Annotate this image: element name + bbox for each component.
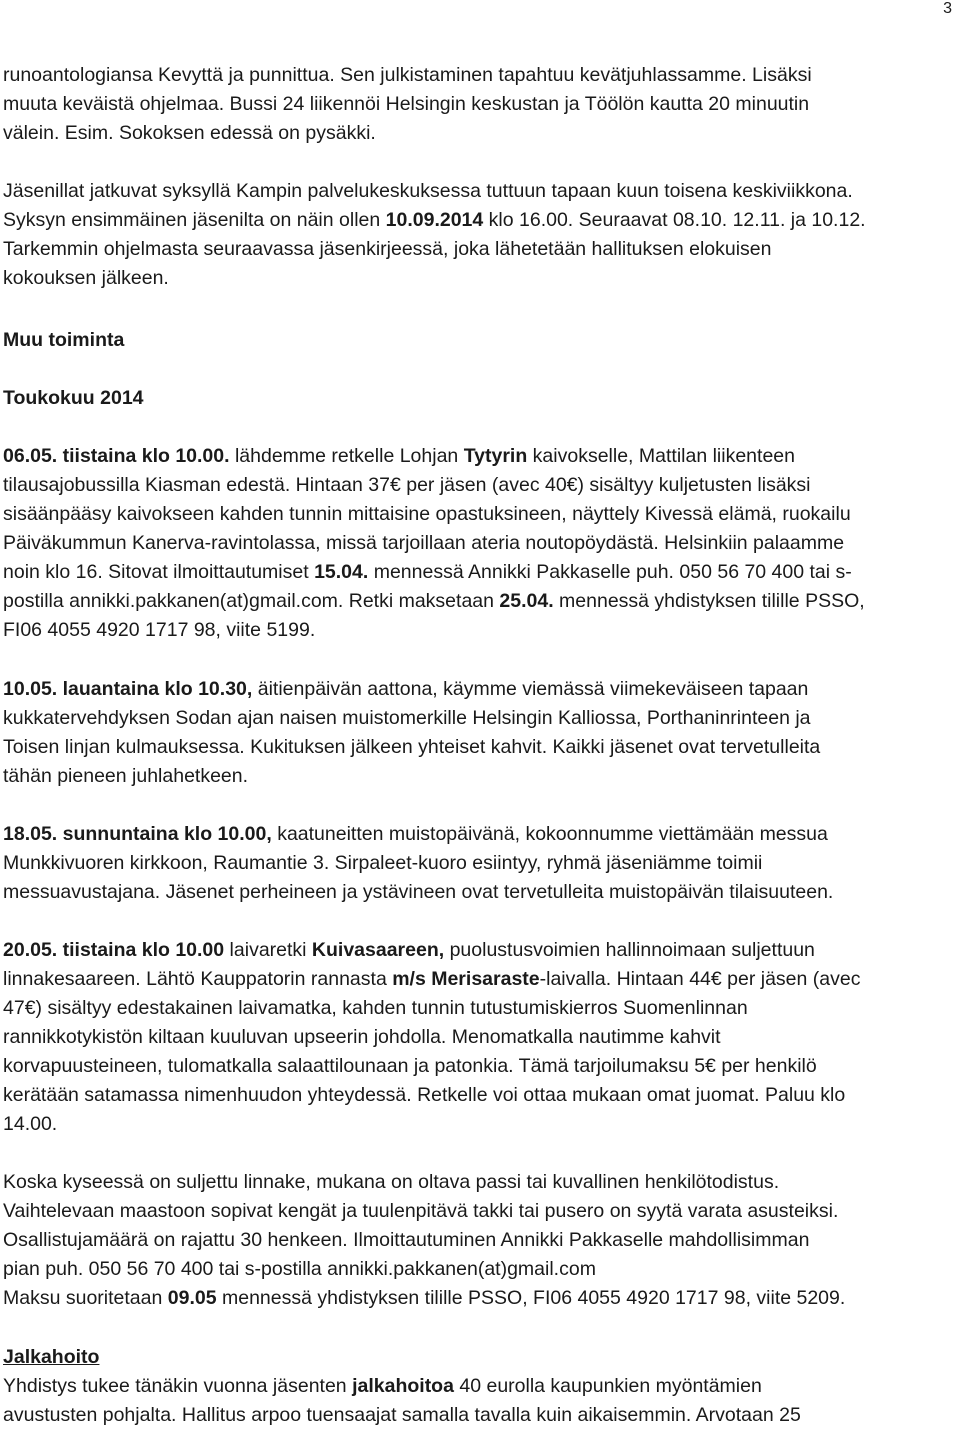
text-run: Maksu suoritetaan [3, 1287, 168, 1309]
text-line [3, 206, 951, 235]
text-line: runoantologiansa Kevyttä ja punnittua. Sen julkistaminen tapahtuu kevätjuhlassamme. Lisäksi [3, 64, 812, 86]
bold-date: 09.05 [167, 1287, 217, 1309]
text-line [3, 1372, 951, 1401]
text-line: Vaihtelevaan maastoon sopivat kengät ja tuulenpitävä takki tai pusero on syytä varata asusteiksi. [3, 1200, 839, 1222]
text-line: Koska kyseessä on suljettu linnake, mukana on oltava passi tai kuvallinen henkilötodistus. [3, 1171, 780, 1193]
event-20-05-details [3, 1168, 951, 1313]
text-run: 40 eurolla kaupunkien myöntämien [453, 1375, 762, 1397]
text-run: linnakesaareen. Lähtö Kauppatorin rannasta [3, 968, 393, 990]
text-line [3, 820, 951, 849]
text-line: 47€) sisältyy edestakainen laivamatka, kahden tunnin tutustumiskierros Suomenlinnan [3, 997, 748, 1019]
text-line: korvapuusteineen, tulomatkalla salaattilounaan ja patonkia. Tämä tarjoilumaksu 5€ per henkilö [3, 1055, 817, 1077]
text-line: messuavustajana. Jäsenet perheineen ja ystävineen ovat tervetulleita muistopäivän tilaisuuteen. [3, 881, 834, 903]
text-line: Jäsenillat jatkuvat syksyllä Kampin palvelukeskuksessa tuttuun tapaan kuun toisena keskiviikkona. [3, 180, 853, 202]
event-date: 06.05. tiistaina klo 10.00. [3, 445, 230, 467]
event-10-05 [3, 675, 951, 791]
event-date: 20.05. tiistaina klo 10.00 [3, 939, 225, 961]
text-line: tilausajobussilla Kiasman edestä. Hintaan 37€ per jäsen (avec 40€) sisältyy kuljetusten lisäksi [3, 474, 811, 496]
text-line: kokouksen jälkeen. [3, 267, 169, 289]
text-line: Toisen linjan kulmauksessa. Kukituksen jälkeen yhteiset kahvit. Kaikki jäsenet ovat tervetulleita [3, 736, 821, 758]
text-line: FI06 4055 4920 1717 98, viite 5199. [3, 619, 316, 641]
text-line: välein. Esim. Sokoksen edessä on pysäkki. [3, 122, 376, 144]
text-line: Munkkivuoren kirkkoon, Raumantie 3. Sirpaleet-kuoro esiintyy, ryhmä jäseniämme toimii [3, 852, 763, 874]
event-18-05 [3, 820, 951, 907]
text-line: Tarkemmin ohjelmasta seuraavassa jäsenkirjeessä, joka lähetetään hallituksen elokuisen [3, 238, 772, 260]
text-run: kaatuneitten muistopäivänä, kokoonnumme viettämään messua [271, 823, 828, 845]
text-line: kukkatervehdyksen Sodan ajan naisen muistomerkille Helsingin Kalliossa, Porthaninrinteen ja [3, 707, 811, 729]
text-line: kerätään satamassa nimenhuudon yhteydessä. Retkelle voi ottaa mukaan omat juomat. Paluu klo [3, 1084, 846, 1106]
jalkahoito-paragraph [3, 1372, 951, 1430]
text-run: postilla annikki.pakkanen(at)gmail.com. Retki maksetaan [3, 590, 500, 612]
text-line: avustusten pohjalta. Hallitus arpoo tuensaajat samalla tavalla kuin aikaisemmin. Arvotaan 25 [3, 1404, 801, 1426]
text-run: mennessä yhdistyksen tilille PSSO, FI06 4055 4920 1717 98, viite 5209. [216, 1287, 846, 1309]
bold-date: 15.04. [314, 561, 369, 583]
bold-date: 25.04. [499, 590, 554, 612]
text-line: Osallistujamäärä on rajattu 30 henkeen. Ilmoittautuminen Annikki Pakkaselle mahdollisimman [3, 1229, 810, 1251]
intro-paragraph-2 [3, 177, 951, 293]
section-heading-jalkahoito: Jalkahoito [3, 1346, 100, 1368]
text-run: klo 16.00. Seuraavat 08.10. 12.11. ja 10.12. [483, 209, 866, 231]
text-line [3, 965, 951, 994]
text-run: äitienpäivän aattona, käymme viemässä viimekeväiseen tapaan [252, 678, 809, 700]
event-06-05 [3, 442, 951, 645]
text-run: Yhdistys tukee tänäkin vuonna jäsenten [3, 1375, 353, 1397]
text-run: mennessä Annikki Pakkaselle puh. 050 56 70 400 tai s- [368, 561, 852, 583]
text-line: 14.00. [3, 1113, 58, 1135]
event-date: 18.05. sunnuntaina klo 10.00, [3, 823, 272, 845]
event-20-05 [3, 936, 951, 1139]
section-heading-muu-toiminta: Muu toiminta [3, 329, 125, 351]
intro-paragraph-1 [3, 61, 951, 148]
bold-ship: m/s Merisaraste [392, 968, 540, 990]
text-run: mennessä yhdistyksen tilille PSSO, [553, 590, 865, 612]
event-date: 10.05. lauantaina klo 10.30, [3, 678, 253, 700]
text-line [3, 587, 951, 616]
bold-place: Kuivasaareen, [311, 939, 445, 961]
text-run: Syksyn ensimmäinen jäsenilta on näin ollen [3, 209, 386, 231]
text-line: tähän pieneen juhlahetkeen. [3, 765, 249, 787]
bold-term: jalkahoitoa [352, 1375, 454, 1397]
text-run: laivaretki [224, 939, 312, 961]
text-line: Päiväkummun Kanerva-ravintolassa, missä tarjoillaan ateria noutopöydästä. Helsinkiin palaamme [3, 532, 845, 554]
text-run: puolustusvoimien hallinnoimaan suljettuun [444, 939, 815, 961]
text-line [3, 1284, 951, 1313]
text-run: -laivalla. Hintaan 44€ per jäsen (avec [539, 968, 861, 990]
text-line: pian puh. 050 56 70 400 tai s-postilla annikki.pakkanen(at)gmail.com [3, 1258, 596, 1280]
text-line [3, 675, 951, 704]
text-line: rannikkotykistön kiltaan kuuluvan upseerin johdolla. Menomatkalla nautimme kahvit [3, 1026, 721, 1048]
section-heading-toukokuu: Toukokuu 2014 [3, 387, 144, 409]
text-line: muuta keväistä ohjelmaa. Bussi 24 liikennöi Helsingin keskustan ja Töölön kautta 20 minuutin [3, 93, 810, 115]
page-number: 3 [943, 0, 952, 17]
text-run: lähdemme retkelle Lohjan [229, 445, 464, 467]
bold-place: Tytyrin [463, 445, 528, 467]
text-run: noin klo 16. Sitovat ilmoittautumiset [3, 561, 315, 583]
text-line [3, 442, 951, 471]
text-line [3, 558, 951, 587]
text-line: sisäänpääsy kaivokseen kahden tunnin mittaisine opastuksineen, näyttely Kivessä elämä, ruokailu [3, 503, 851, 525]
text-run: kaivokselle, Mattilan liikenteen [527, 445, 795, 467]
bold-date: 10.09.2014 [385, 209, 484, 231]
text-line [3, 936, 951, 965]
